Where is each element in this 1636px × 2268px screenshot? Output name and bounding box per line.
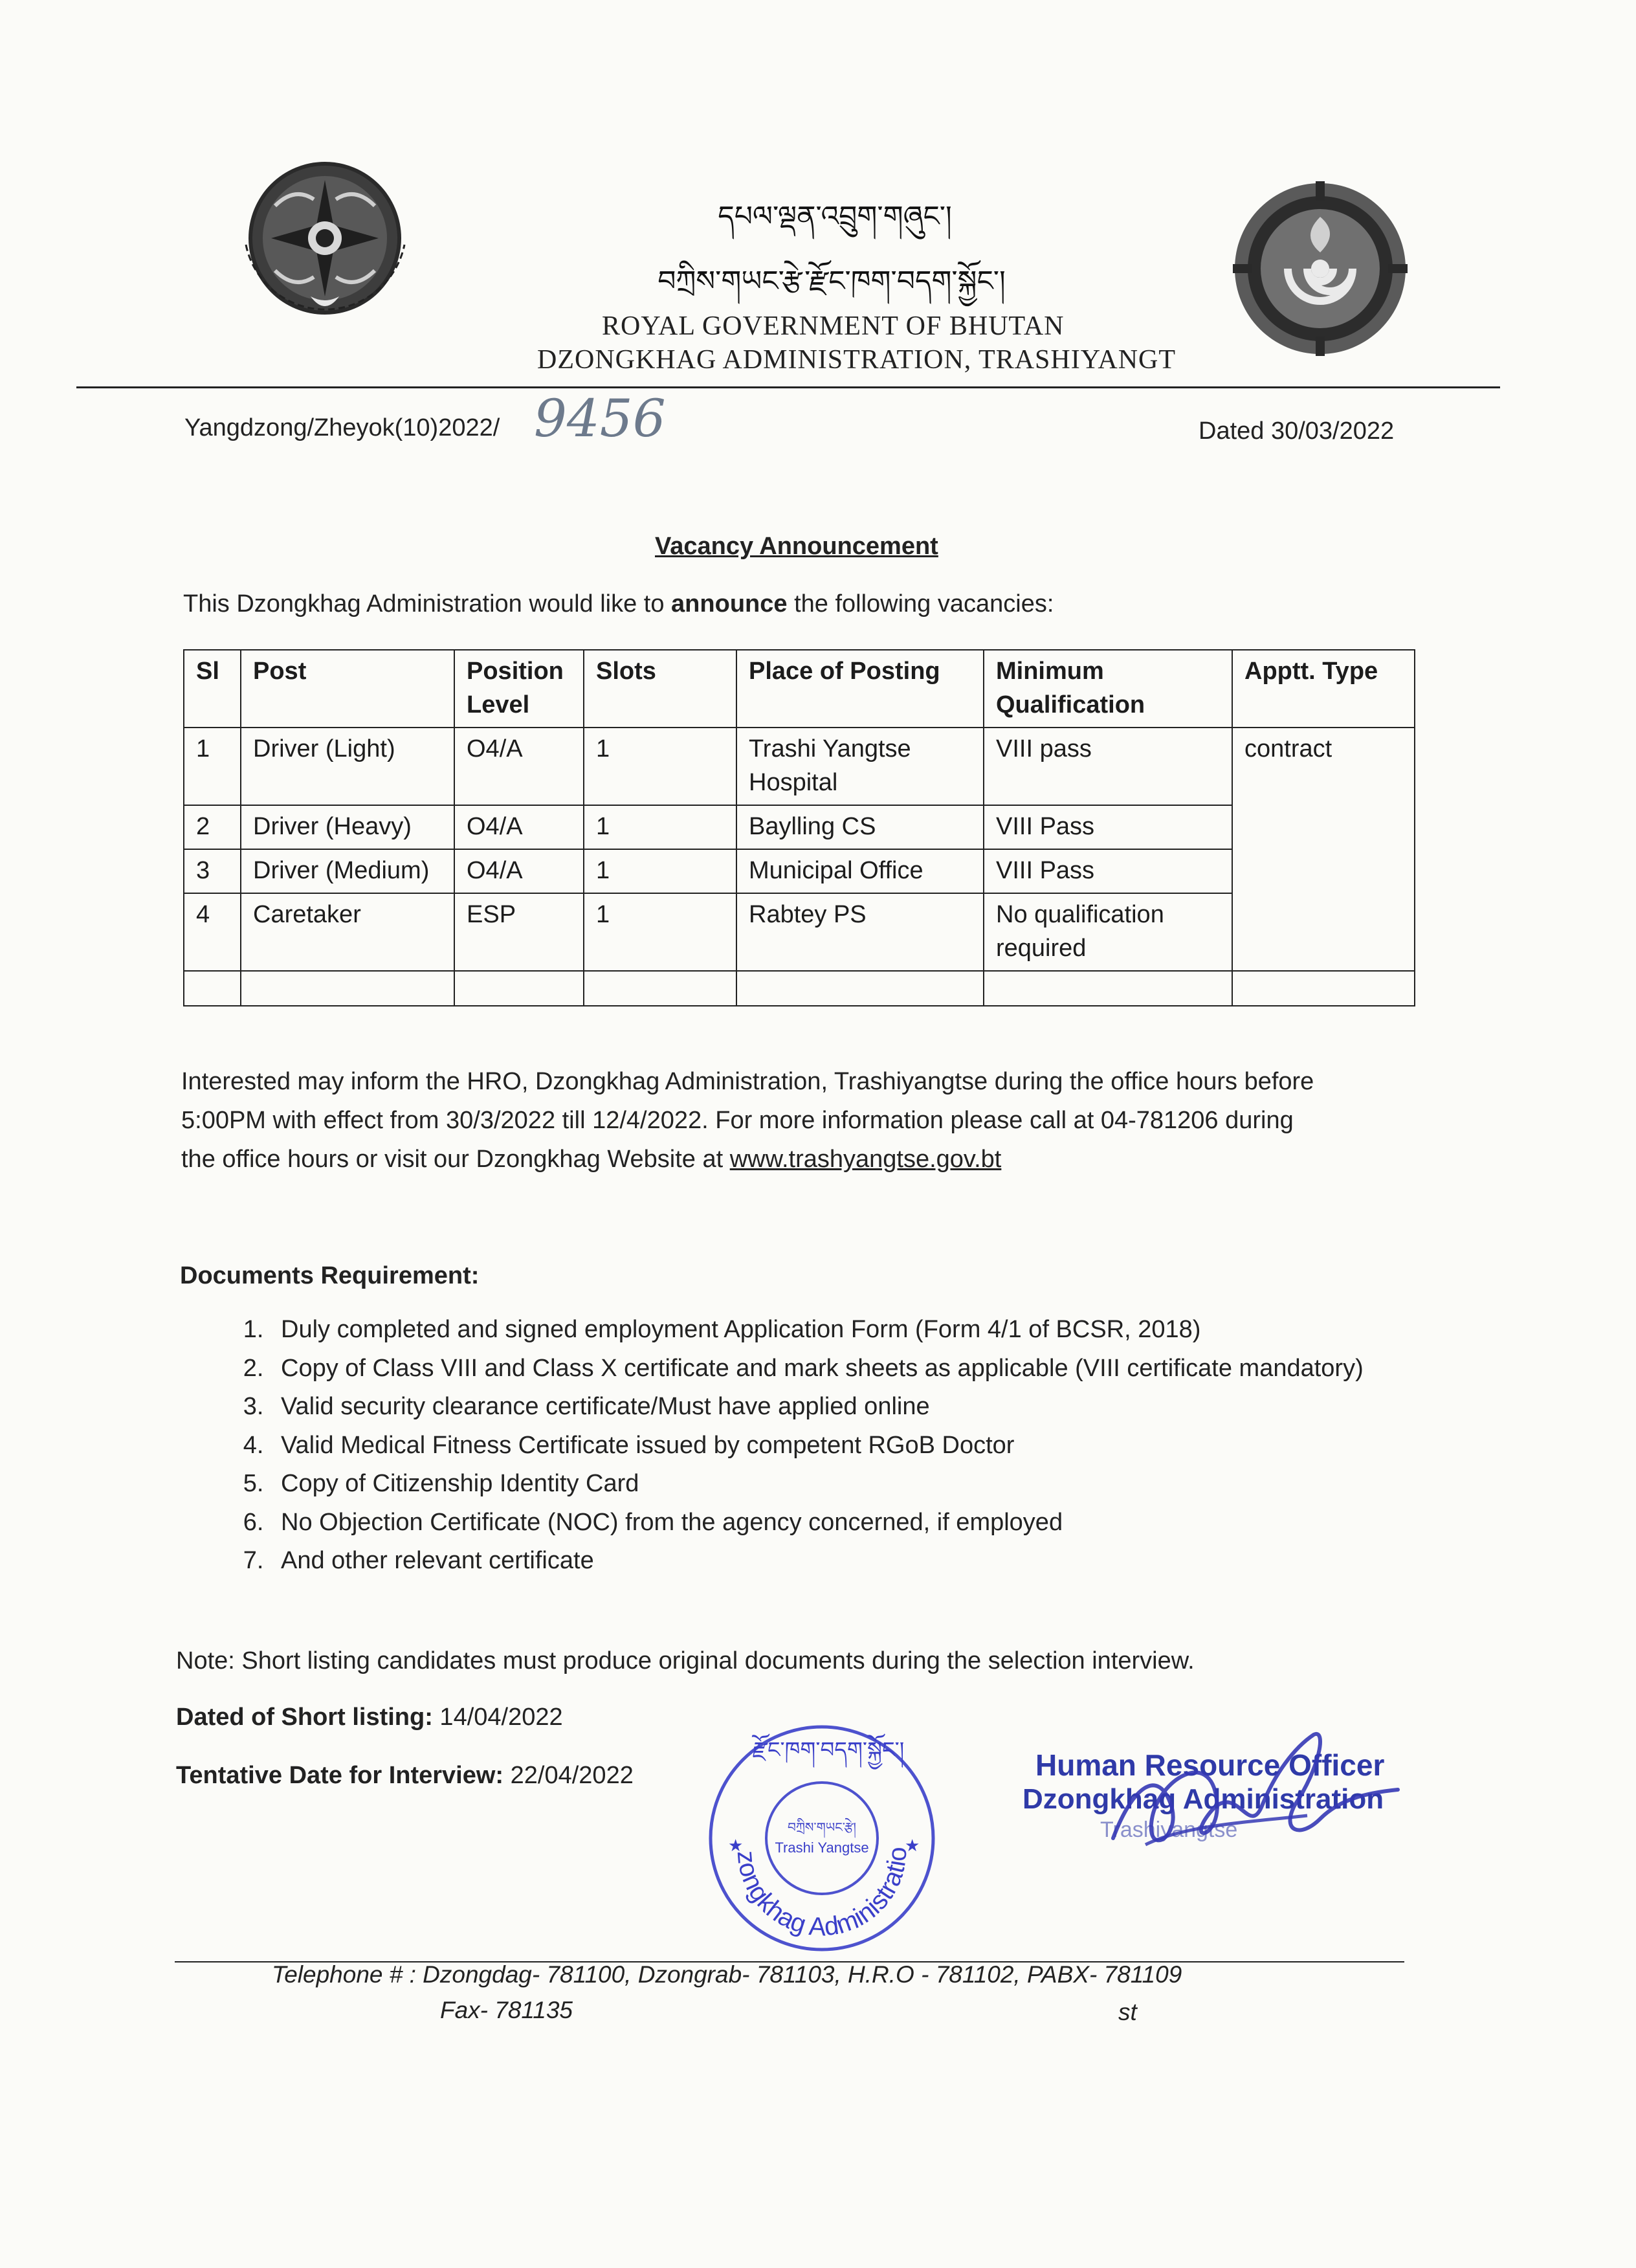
info-line-2: 5:00PM with effect from 30/3/2022 till 12/4/2022. For more information please call at 04-781206 during: [181, 1107, 1294, 1134]
list-item: 2. Copy of Class VIII and Class X certificate and mark sheets as applicable (VIII certificate mandatory): [271, 1350, 1364, 1388]
column-header-minimum-qualification: Minimum Qualification: [984, 650, 1232, 728]
cell-post: Caretaker: [241, 893, 454, 971]
issue-date: Dated 30/03/2022: [1199, 417, 1395, 445]
list-item: 7. And other relevant certificate: [271, 1542, 1364, 1581]
column-header-sl: Sl: [184, 650, 241, 728]
cell-slots: 1: [584, 805, 736, 849]
column-header-slots: Slots: [584, 650, 736, 728]
intro-text-before: This Dzongkhag Administration would like to: [183, 590, 672, 617]
footer-telephone: Telephone # : Dzongdag- 781100, Dzongrab- 781103, H.R.O - 781102, PABX- 781109: [272, 1961, 1182, 1988]
table-row: [184, 893, 1415, 971]
website-link[interactable]: www.trashyangtse.gov.bt: [729, 1146, 1002, 1173]
cell-appointment-type: contract: [1232, 728, 1415, 971]
signature-icon: [1016, 1709, 1417, 1903]
page-title: Vacancy Announcement: [655, 533, 938, 560]
cell-post: Driver (Light): [241, 728, 454, 805]
royal-emblem-icon: [230, 148, 421, 339]
table-row: [184, 728, 1415, 805]
dzongkhag-emblem-icon: [1233, 181, 1408, 356]
reference-number: Yangdzong/Zheyok(10)2022/: [184, 414, 500, 441]
cell-minimum-qualification: VIII pass: [984, 728, 1232, 805]
footer-initials: st: [1118, 1999, 1137, 2025]
hr-stamp-line-2: Dzongkhag Administration: [1022, 1783, 1384, 1815]
cell-place-of-posting: Rabtey PS: [736, 893, 984, 971]
interview-value: 22/04/2022: [503, 1762, 634, 1789]
footer-fax: Fax- 781135: [440, 1997, 573, 2023]
cell-sl: 4: [184, 893, 241, 971]
list-item: 3. Valid security clearance certificate/Must have applied online: [271, 1388, 1364, 1427]
column-header-post: Post: [241, 650, 454, 728]
svg-text:★: ★: [905, 1836, 920, 1855]
header-government-name: ROYAL GOVERNMENT OF BHUTAN: [602, 311, 1065, 341]
svg-text:★: ★: [728, 1836, 744, 1855]
hr-officer-stamp: [1016, 1709, 1417, 1903]
note-text: Note: Short listing candidates must produce original documents during the selection interview.: [176, 1647, 1195, 1674]
column-header-appointment-type: Apptt. Type: [1232, 650, 1415, 728]
handwritten-reference-number: 9456: [534, 388, 666, 449]
cell-place-of-posting: Baylling CS: [736, 805, 984, 849]
cell-post: Driver (Heavy): [241, 805, 454, 849]
table-row: [184, 805, 1415, 849]
header-administration-name: DZONGKHAG ADMINISTRATION, TRASHIYANGT: [537, 345, 1177, 375]
cell-minimum-qualification: VIII Pass: [984, 805, 1232, 849]
interview-label: Tentative Date for Interview:: [176, 1762, 504, 1789]
info-line-3: [181, 1146, 1001, 1173]
list-item: 4. Valid Medical Fitness Certificate issued by competent RGoB Doctor: [271, 1427, 1364, 1465]
shortlisting-date: [176, 1704, 563, 1731]
column-header-position-level: Position Level: [454, 650, 584, 728]
column-header-place-of-posting: Place of Posting: [736, 650, 984, 728]
intro-text: [183, 590, 1054, 618]
table-row: [184, 849, 1415, 893]
table-header-row: [184, 650, 1415, 728]
cell-position-level: O4/A: [454, 849, 584, 893]
cell-place-of-posting: Municipal Office: [736, 849, 984, 893]
cell-slots: 1: [584, 849, 736, 893]
stamp-ring-text: zongkhag Administratio: [731, 1846, 912, 1942]
shortlisting-label: Dated of Short listing:: [176, 1704, 433, 1731]
cell-position-level: O4/A: [454, 728, 584, 805]
cell-slots: 1: [584, 728, 736, 805]
info-line-3-text: the office hours or visit our Dzongkhag Website at: [181, 1146, 730, 1173]
table-empty-row: [184, 971, 1415, 1006]
header-divider: [76, 386, 1500, 388]
dzongkhag-seal-stamp: [699, 1715, 945, 1961]
cell-position-level: O4/A: [454, 805, 584, 849]
list-item: 5. Copy of Citizenship Identity Card: [271, 1465, 1364, 1504]
cell-sl: 3: [184, 849, 241, 893]
interview-date: [176, 1762, 634, 1790]
hr-stamp-line-3: Trashiyangtse: [1100, 1818, 1238, 1842]
vacancy-table: [183, 649, 1415, 1006]
cell-minimum-qualification: VIII Pass: [984, 849, 1232, 893]
intro-text-after: the following vacancies:: [787, 590, 1054, 617]
list-item: 1. Duly completed and signed employment Application Form (Form 4/1 of BCSR, 2018): [271, 1311, 1364, 1350]
intro-text-bold: announce: [671, 590, 788, 617]
documents-list: [214, 1311, 1364, 1581]
cell-sl: 1: [184, 728, 241, 805]
stamp-top-text: རྫོང་ཁག་བདག་སྐྱོང་།: [752, 1737, 905, 1763]
hr-stamp-line-1: Human Resource Officer: [1035, 1748, 1385, 1782]
cell-slots: 1: [584, 893, 736, 971]
header-dzongkha-line-2: བཀྲིས་གཡང་རྩེ་རྫོང་ཁག་བདག་སྐྱོང་།: [658, 265, 1006, 298]
stamp-inner-dzongkha: བཀྲིས་གཡང་རྩེ།: [788, 1819, 856, 1835]
list-item: 6. No Objection Certificate (NOC) from the agency concerned, if employed: [271, 1504, 1364, 1542]
cell-position-level: ESP: [454, 893, 584, 971]
documents-heading: Documents Requirement:: [180, 1262, 480, 1289]
cell-sl: 2: [184, 805, 241, 849]
shortlisting-value: 14/04/2022: [432, 1704, 563, 1731]
header-dzongkha-line-1: དཔལ་ལྡན་འབྲུག་གཞུང་།: [718, 200, 952, 233]
cell-place-of-posting: Trashi Yangtse Hospital: [736, 728, 984, 805]
stamp-inner-text: Trashi Yangtse: [775, 1840, 869, 1856]
info-line-1: Interested may inform the HRO, Dzongkhag Administration, Trashiyangtse during the office hours before: [181, 1068, 1314, 1095]
cell-post: Driver (Medium): [241, 849, 454, 893]
cell-minimum-qualification: No qualification required: [984, 893, 1232, 971]
